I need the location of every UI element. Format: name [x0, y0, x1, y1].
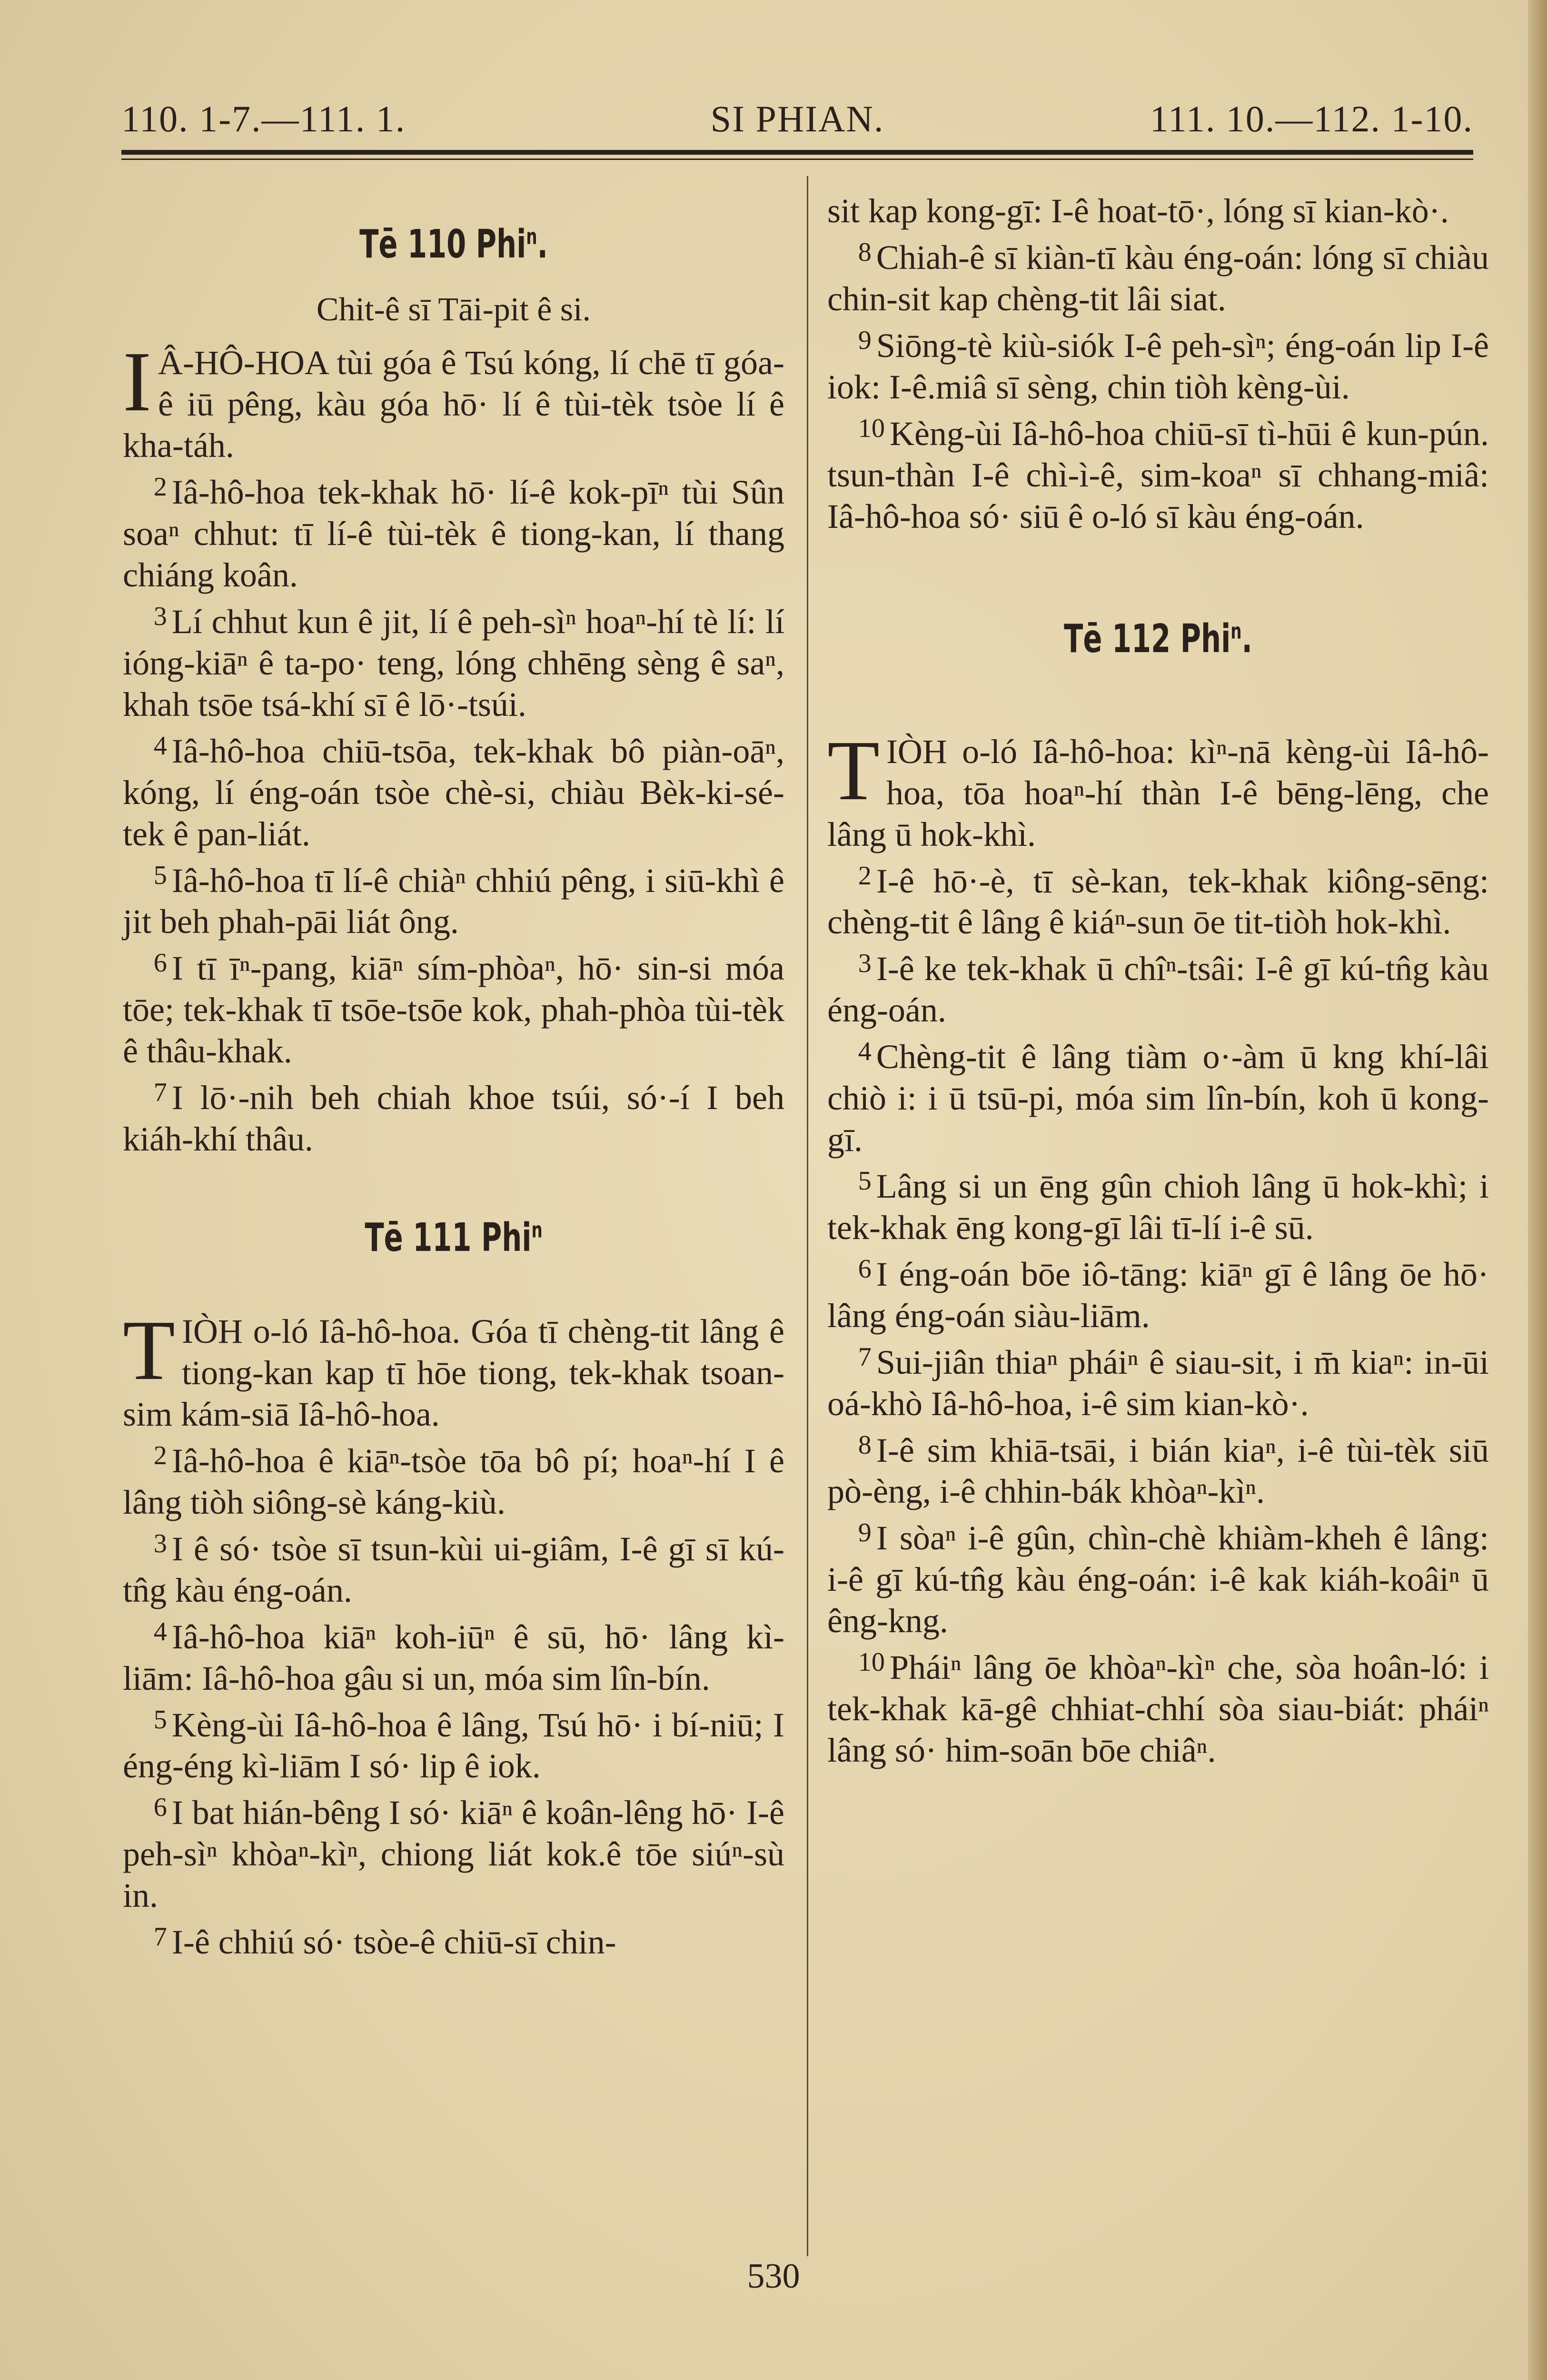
- psalm-112-heading: Tē 112 Phi$^n$.: [1064, 616, 1252, 662]
- psalm-111-verse-8: $^8$ Chiah-ê sī kiàn-tī kàu éng-oán: lóng sī chiàu chin-sit kap chèng-tit lâi siat.: [827, 238, 1489, 318]
- psalm-111-verse-10: $^{10}$ Kèng-ùi Iâ-hô-hoa chiū-sī tì-hūi ê kun-pún. tsun-thàn I-ê chì-ì-ê, sim-koaⁿ sī chhang-miâ: Iâ-hô-hoa só· siū ê o-ló sī kàu éng-oán.: [827, 413, 1489, 536]
- right-column: [827, 190, 1489, 1771]
- psalm-112-verse-4: $^4$ Chèng-tit ê lâng tiàm o·-àm ū kng khí-lâi chiò i: i ū tsū-pi, móa sim lîn-bín, koh ū kong-gī.: [827, 1037, 1489, 1159]
- psalm-110-verse-5: $^5$ Iâ-hô-hoa tī lí-ê chiàⁿ chhiú pêng, i siū-khì ê jit beh phah-pāi liát ông.: [123, 860, 784, 941]
- psalm-111-verse-5: $^5$ Kèng-ùi Iâ-hô-hoa ê lâng, Tsú hō· i bí-niū; I éng-éng kì-liām I só· lip ê iok.: [123, 1705, 784, 1785]
- psalm-110-verse-3: $^3$ Lí chhut kun ê jit, lí ê peh-sìⁿ hoaⁿ-hí tè lí: lí ióng-kiāⁿ ê ta-po· teng, lóng chhēng sèng ê saⁿ, khah tsōe tsá-khí sī ê lō·-tsúi.: [123, 601, 784, 724]
- header-rule-thick: [121, 150, 1473, 155]
- psalm-111-verse-3: $^3$ I ê só· tsòe sī tsun-kùi ui-giâm, I-ê gī sī kú-tn̂g kàu éng-oán.: [123, 1528, 784, 1609]
- column-divider: [807, 176, 808, 2256]
- psalm-110-verse-1: I Â-HÔ-HOA tùi góa ê Tsú kóng, lí chē tī góa-ê iū pêng, kàu góa hō· lí ê tùi-tèk tsòe lí ê kha-táh.: [123, 334, 784, 465]
- psalm-112-verse-6: $^6$ I éng-oán bōe iô-tāng: kiāⁿ gī ê lâng ōe hō· lâng éng-oán siàu-liām.: [827, 1254, 1489, 1335]
- psalm-111-verse-7-continued: sit kap kong-gī: I-ê hoat-tō·, lóng sī kian-kò·.: [827, 192, 1449, 230]
- psalm-112-verse-3: $^3$ I-ê ke tek-khak ū chîⁿ-tsâi: I-ê gī kú-tn̂g kàu éng-oán.: [827, 949, 1489, 1030]
- drop-cap: T: [123, 1303, 175, 1398]
- psalm-110-verse-2: $^2$ Iâ-hô-hoa tek-khak hō· lí-ê kok-pīⁿ tùi Sûn soaⁿ chhut: tī lí-ê tùi-tèk ê tiong-kan, lí thang chiáng koân.: [123, 472, 784, 594]
- psalm-111-verse-2: $^2$ Iâ-hô-hoa ê kiāⁿ-tsòe tōa bô pí; hoaⁿ-hí I ê lâng tiòh siông-sè káng-kiù.: [123, 1441, 784, 1521]
- psalm-110-verse-6: $^6$ I tī īⁿ-pang, kiāⁿ sím-phòaⁿ, hō· sin-si móa tōe; tek-khak tī tsōe-tsōe kok, phah-phòa tùi-tèk ê thâu-khak.: [123, 948, 784, 1071]
- page-number: 530: [747, 2257, 800, 2296]
- psalm-111-verse-6: $^6$ I bat hián-bêng I só· kiāⁿ ê koân-lêng hō· I-ê peh-sìⁿ khòaⁿ-kìⁿ, chiong liát kok.ê tōe siúⁿ-sù in.: [123, 1793, 784, 1915]
- running-head-left: 110. 1-7.—111. 1.: [121, 98, 406, 139]
- running-head: [121, 93, 1473, 145]
- psalm-111-verse-9: $^9$ Siōng-tè kiù-siók I-ê peh-sìⁿ; éng-oán lip I-ê iok: I-ê.miâ sī sèng, chin tiòh kèng-ùi.: [827, 325, 1489, 406]
- left-column: [123, 190, 784, 1963]
- psalm-110-heading: Tē 110 Phi$^n$.: [359, 222, 548, 267]
- psalm-112-verse-8: $^8$ I-ê sim khiā-tsāi, i bián kiaⁿ, i-ê tùi-tèk siū pò-èng, i-ê chhin-bák khòaⁿ-kìⁿ.: [827, 1430, 1489, 1511]
- psalm-112-verse-7: $^7$ Sui-jiân thiaⁿ pháiⁿ ê siau-sit, i m̄ kiaⁿ: in-ūi oá-khò Iâ-hô-hoa, i-ê sim kian-kò·.: [827, 1342, 1489, 1423]
- header-rule-thin: [121, 159, 1473, 160]
- psalm-110-superscription: Chit-ê sī Tāi-pit ê si.: [316, 291, 591, 328]
- drop-cap: T: [827, 723, 880, 818]
- psalm-112-verse-5: $^5$ Lâng si un ēng gûn chioh lâng ū hok-khì; i tek-khak ēng kong-gī lâi tī-lí i-ê sū.: [827, 1166, 1489, 1247]
- psalm-110-verse-7: $^7$ I lō·-nih beh chiah khoe tsúi, só·-í I beh kiáh-khí thâu.: [123, 1078, 784, 1159]
- drop-cap: I: [123, 334, 151, 429]
- page-edge: [1528, 0, 1547, 2380]
- psalm-112-verse-2: $^2$ I-ê hō·-è, tī sè-kan, tek-khak kiông-sēng: chèng-tit ê lâng ê kiáⁿ-sun ōe tit-tiòh hok-khì.: [827, 861, 1489, 942]
- psalm-112-verse-10: $^{10}$ Pháiⁿ lâng ōe khòaⁿ-kìⁿ che, sòa hoân-ló: i tek-khak kā-gê chhiat-chhí sòa siau-biát: pháiⁿ lâng só· him-soān bōe chiâⁿ.: [827, 1647, 1489, 1770]
- psalm-112-verse-1: TIÒH o-ló Iâ-hô-hoa: kìⁿ-nā kèng-ùi Iâ-hô-hoa, tōa hoaⁿ-hí thàn I-ê bēng-lēng, che lâng ū hok-khì.: [827, 723, 1489, 853]
- psalm-111-verse-7: $^7$ I-ê chhiú só· tsòe-ê chiū-sī chin-: [153, 1922, 616, 1962]
- running-head-right: 111. 10.—112. 1-10.: [1150, 98, 1473, 139]
- running-head-title: SI PHIAN.: [710, 98, 884, 139]
- psalm-111-verse-1: TIÒH o-ló Iâ-hô-hoa. Góa tī chèng-tit lâng ê tiong-kan kap tī hōe tiong, tek-khak tsoan-sim kám-siā Iâ-hô-hoa.: [123, 1303, 784, 1434]
- psalm-112-verse-9: $^9$ I sòaⁿ i-ê gûn, chìn-chè khiàm-kheh ê lâng: i-ê gī kú-tn̂g kàu éng-oán: i-ê kak kiáh-koâiⁿ ū êng-kng.: [827, 1518, 1489, 1640]
- psalm-111-heading: Tē 111 Phi$^n$: [365, 1215, 543, 1261]
- psalm-111-verse-4: $^4$ Iâ-hô-hoa kiāⁿ koh-iūⁿ ê sū, hō· lâng kì-liām: Iâ-hô-hoa gâu si un, móa sim lîn-bín.: [123, 1616, 784, 1697]
- psalm-110-verse-4: $^4$ Iâ-hô-hoa chiū-tsōa, tek-khak bô piàn-oāⁿ, kóng, lí éng-oán tsòe chè-si, chiàu Bèk-ki-sé-tek ê pan-liát.: [123, 731, 784, 853]
